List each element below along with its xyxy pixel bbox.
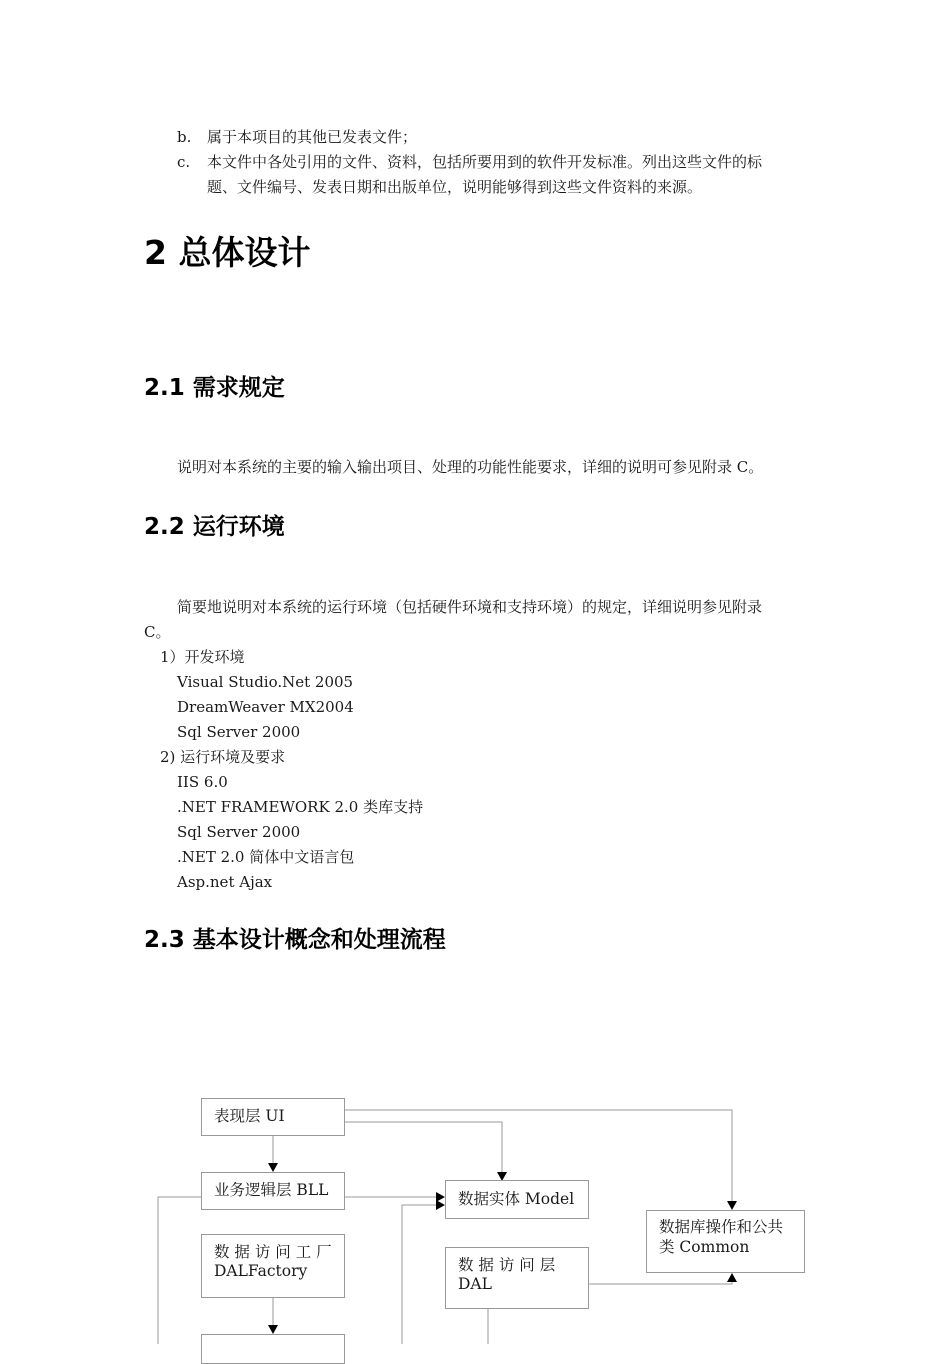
box-label-line1: 数 据 访 问 工 厂 [214, 1243, 332, 1261]
dev-env-item: Visual Studio.Net 2005 [177, 673, 354, 691]
reference-item-c-line1: 本文件中各处引用的文件、资料，包括所要用到的软件开发标准。列出这些文件的标 [207, 153, 763, 171]
box-label-line1: 数 据 访 问 层 [458, 1256, 556, 1274]
arrow-head [436, 1200, 445, 1210]
runtime-paragraph-line2: C。 [144, 623, 171, 641]
list-marker-b: b. [177, 128, 192, 146]
box-data-access-layer-dal [445, 1247, 589, 1309]
run-env-item: Asp.net Ajax [177, 873, 273, 891]
dev-env-item: DreamWeaver MX2004 [177, 698, 354, 716]
box-label: 业务逻辑层 BLL [214, 1181, 329, 1199]
box-label-line2: DAL [458, 1275, 492, 1293]
box-partially-visible [201, 1334, 345, 1364]
connector-ui-model [344, 1122, 502, 1173]
box-label: 表现层 UI [214, 1107, 285, 1125]
reference-item-c-line2: 题、文件编号、发表日期和出版单位，说明能够得到这些文件资料的来源。 [207, 178, 703, 196]
arrow-head [727, 1273, 737, 1282]
box-dal-factory [201, 1234, 345, 1298]
heading-overall-design: 2 总体设计 [144, 233, 311, 272]
reference-item-b: 属于本项目的其他已发表文件； [207, 128, 418, 146]
box-db-operations-common [646, 1210, 805, 1273]
runtime-paragraph-line1: 简要地说明对本系统的运行环境（包括硬件环境和支持环境）的规定，详细说明参见附录 [177, 598, 763, 616]
dev-env-title: 1）开发环境 [160, 648, 245, 666]
heading-requirements: 2.1 需求规定 [144, 375, 285, 401]
box-label: 数据实体 Model [458, 1190, 575, 1208]
list-marker-c: c. [177, 153, 191, 171]
box-label-line2: 类 Common [659, 1238, 750, 1256]
heading-design-concept: 2.3 基本设计概念和处理流程 [144, 927, 446, 953]
box-presentation-layer-ui [201, 1098, 345, 1136]
run-env-item: .NET FRAMEWORK 2.0 类库支持 [177, 798, 424, 816]
box-data-entity-model [445, 1180, 589, 1219]
requirements-paragraph: 说明对本系统的主要的输入输出项目、处理的功能性能要求，详细的说明可参见附录 C。 [177, 458, 764, 476]
connector-dal-common [588, 1281, 732, 1284]
run-env-item: .NET 2.0 简体中文语言包 [177, 848, 355, 866]
run-env-item: IIS 6.0 [177, 773, 228, 791]
connector-bll-loop [158, 1197, 201, 1344]
box-label-line2: DALFactory [214, 1262, 308, 1280]
run-env-item: Sql Server 2000 [177, 823, 301, 841]
dev-env-item: Sql Server 2000 [177, 723, 301, 741]
heading-runtime-environment: 2.2 运行环境 [144, 514, 285, 540]
arrow-head [268, 1325, 278, 1334]
box-label-line1: 数据库操作和公共 [659, 1218, 784, 1236]
arrow-head [436, 1192, 445, 1202]
arrow-head [727, 1201, 737, 1210]
run-env-title: 2) 运行环境及要求 [160, 748, 286, 766]
arrow-head [268, 1163, 278, 1172]
connector-bottom-model [402, 1205, 437, 1344]
box-business-logic-bll [201, 1172, 345, 1210]
